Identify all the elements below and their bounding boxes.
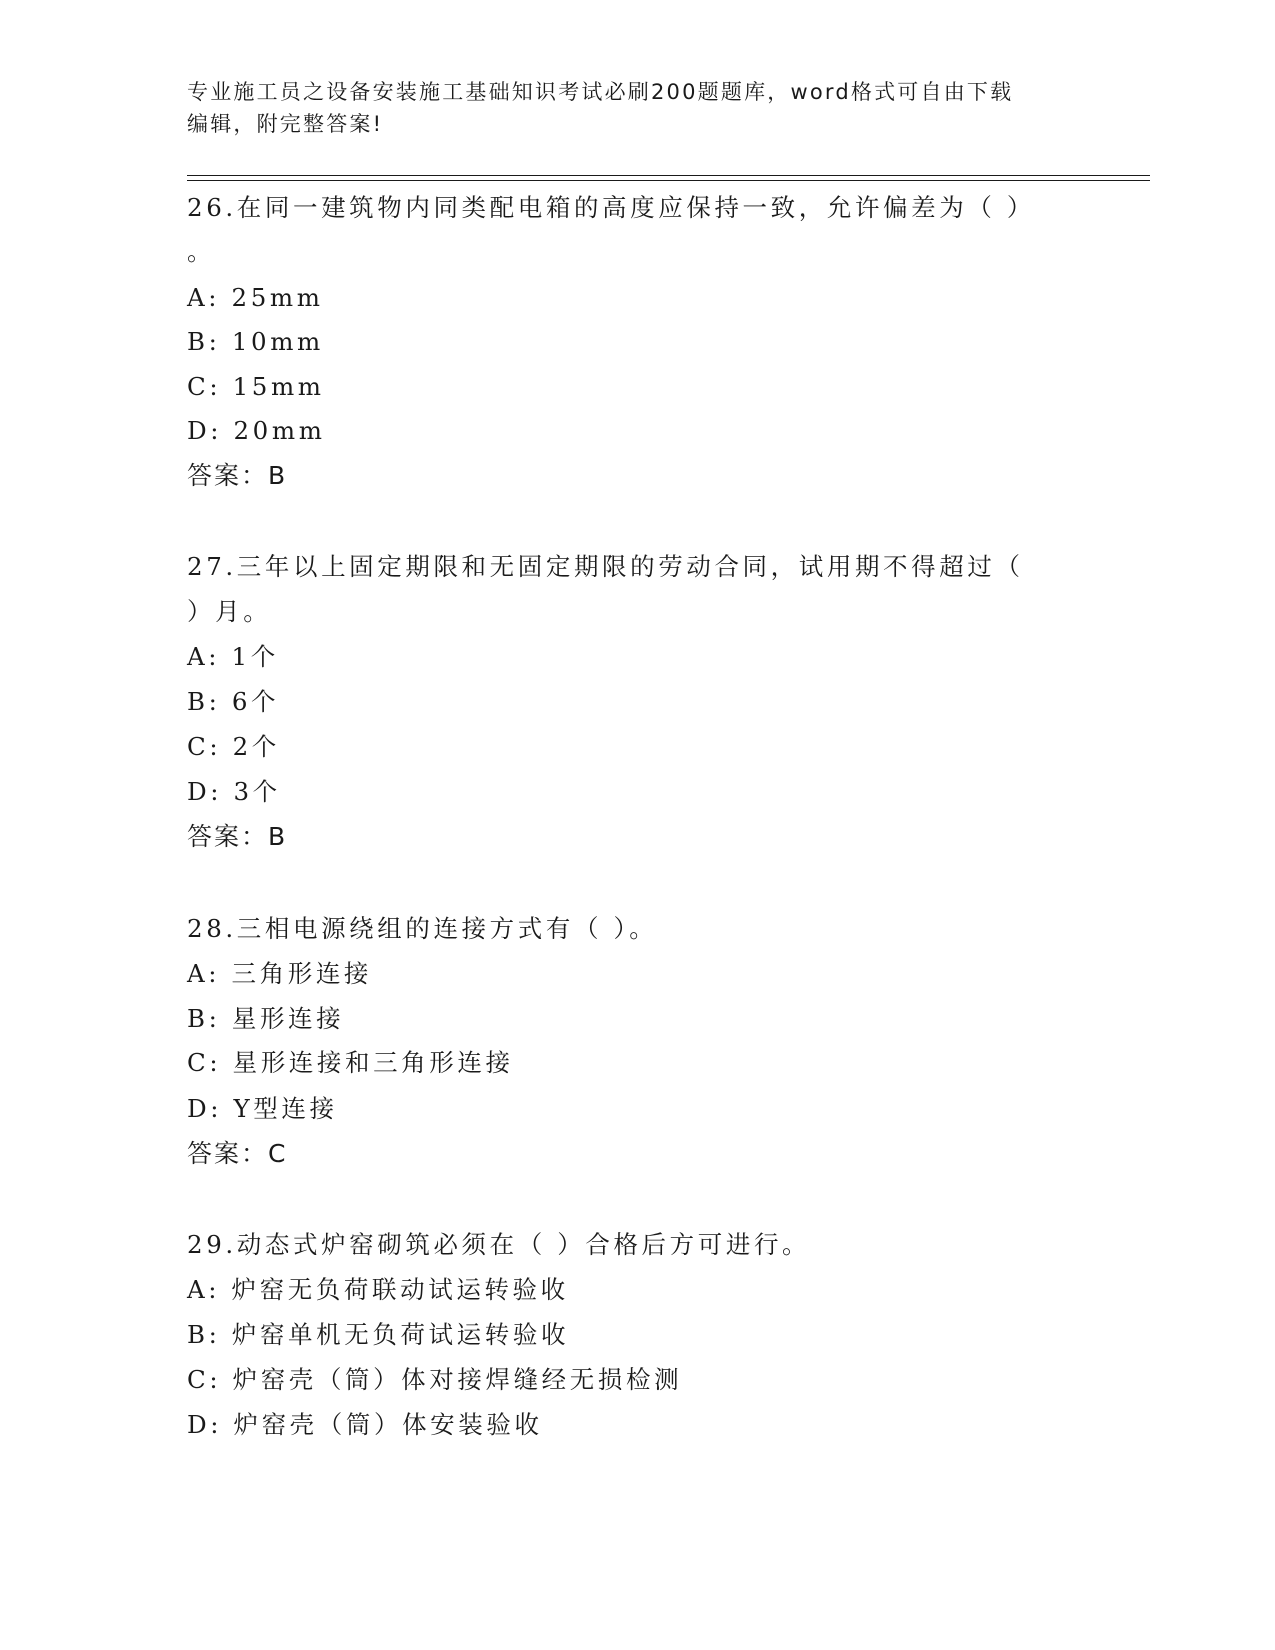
question-26-stem: 26.在同一建筑物内同类配电箱的高度应保持一致，允许偏差为（ ） — [187, 193, 1035, 222]
header-title-line-1: 专业施工员之设备安装施工基础知识考试必刷200题题库，word格式可自由下载 — [187, 80, 1014, 104]
question-27-answer: 答案：B — [187, 822, 288, 851]
question-29-option-c: C: 炉窑壳（筒）体对接焊缝经无损检测 — [187, 1365, 683, 1394]
question-26-option-c: C: 15mm — [187, 372, 325, 401]
question-26-answer: 答案：B — [187, 461, 288, 490]
header-divider-bottom — [187, 180, 1150, 181]
question-28-answer: 答案：C — [187, 1139, 288, 1168]
question-27-stem: 27.三年以上固定期限和无固定期限的劳动合同，试用期不得超过（ — [187, 552, 1024, 581]
question-28-stem: 28.三相电源绕组的连接方式有（ ）。 — [187, 914, 658, 943]
question-26-option-a: A: 25mm — [187, 283, 324, 312]
question-29-stem: 29.动态式炉窑砌筑必须在（ ）合格后方可进行。 — [187, 1230, 811, 1259]
question-29-option-a: A: 炉窑无负荷联动试运转验收 — [187, 1275, 569, 1304]
header-divider-top — [187, 175, 1150, 176]
question-28-option-d: D: Y型连接 — [187, 1094, 338, 1123]
question-29-option-b: B: 炉窑单机无负荷试运转验收 — [187, 1320, 570, 1349]
question-28-option-a: A: 三角形连接 — [187, 959, 373, 988]
question-27-option-b: B: 6个 — [187, 687, 280, 716]
question-26-option-b: B: 10mm — [187, 327, 324, 356]
question-28-option-b: B: 星形连接 — [187, 1004, 345, 1033]
question-26-stem-continued: 。 — [187, 237, 216, 266]
question-28-option-c: C: 星形连接和三角形连接 — [187, 1048, 514, 1077]
question-27-option-d: D: 3个 — [187, 777, 281, 806]
question-27-stem-continued: ）月。 — [187, 597, 272, 626]
question-27-option-a: A: 1个 — [187, 642, 279, 671]
header-title-line-2: 编辑，附完整答案! — [187, 112, 384, 136]
question-29-option-d: D: 炉窑壳（筒）体安装验收 — [187, 1410, 543, 1439]
question-27-option-c: C: 2个 — [187, 732, 280, 761]
question-26-option-d: D: 20mm — [187, 416, 326, 445]
